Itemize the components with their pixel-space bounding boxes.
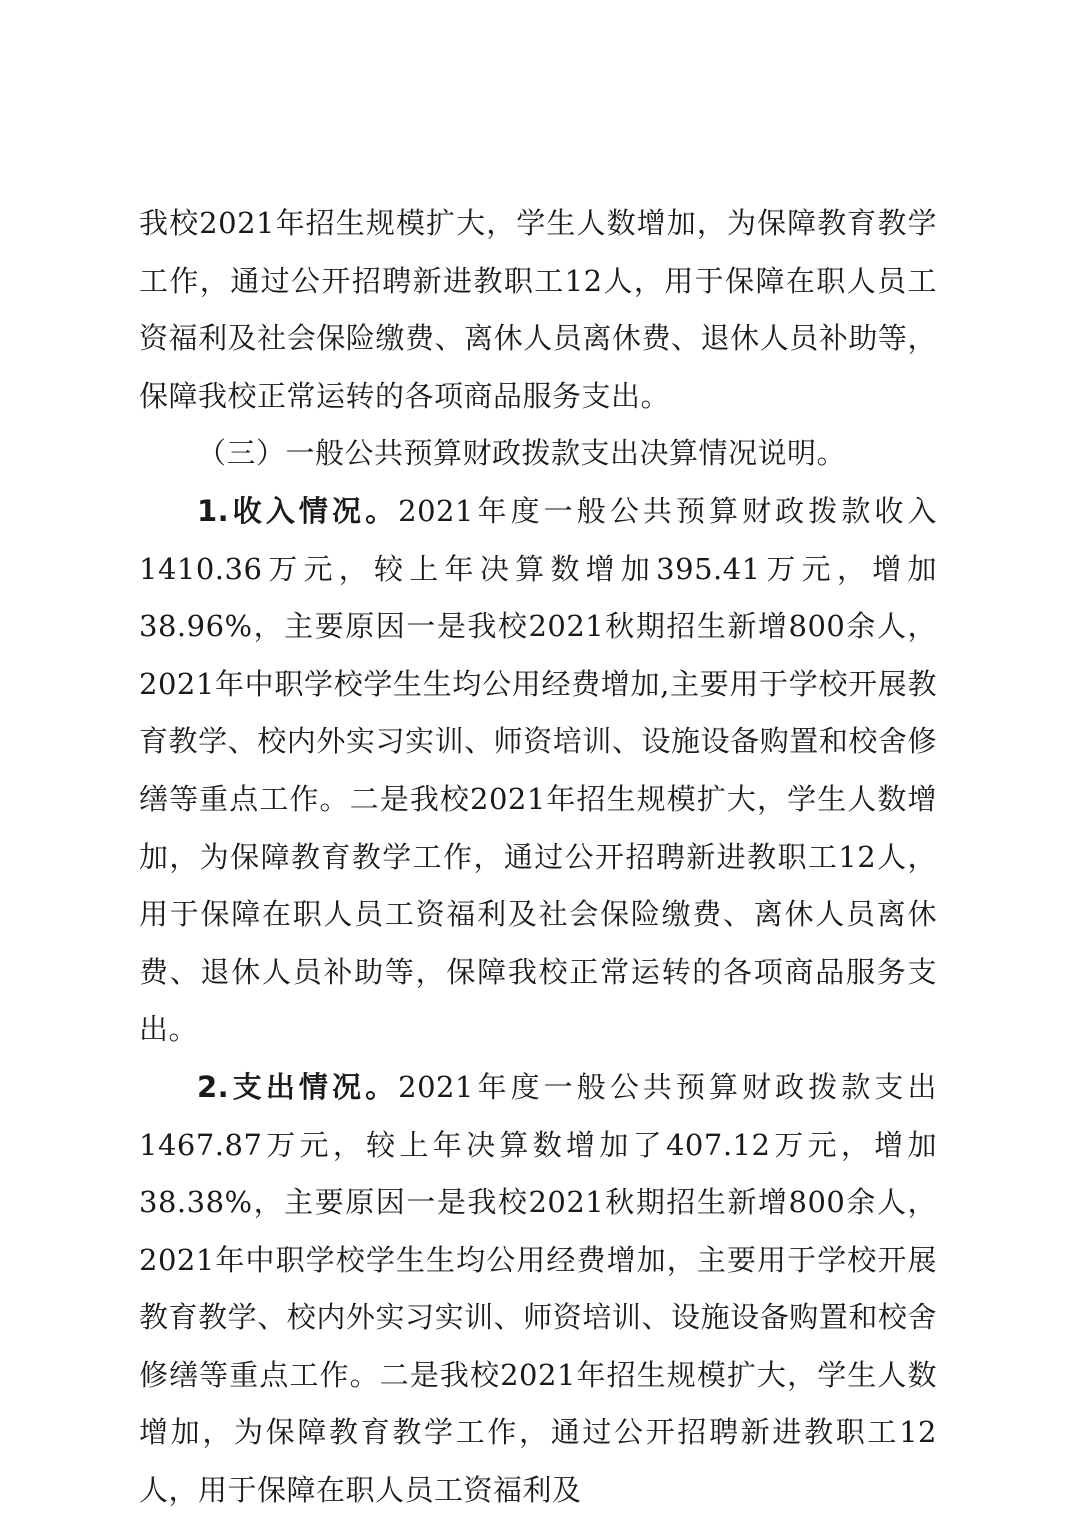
paragraph-expenditure [139, 1059, 937, 1520]
paragraph-continuation: 我校2021年招生规模扩大，学生人数增加，为保障教育教学工作，通过公开招聘新进教职工12人，用于保障在职人员工资福利及社会保险缴费、离休人员离休费、退休人员补助等，保障我校正常运转的各项商品服务支出。 [139, 206, 937, 413]
income-heading: 1.收入情况。 [197, 493, 399, 528]
section-heading-3: （三）一般公共预算财政拨款支出决算情况说明。 [197, 436, 847, 471]
expenditure-body: 2021年度一般公共预算财政拨款支出1467.87万元，较上年决算数增加了407.12万元，增加38.38%，主要原因一是我校2021秋期招生新增800余人，2021年中职学校学生生均公用经费增加，主要用于学校开展教育教学、校内外实习实训、师资培训、设施设备购置和校舍修缮等重点工作。二是我校2021年招生规模扩大，学生人数增加，为保障教育教学工作，通过公开招聘新进教职工12人，用于保障在职人员工资福利及 [139, 1069, 937, 1508]
paragraph-income [139, 483, 937, 1059]
document-body [139, 195, 937, 1520]
income-body: 2021年度一般公共预算财政拨款收入1410.36万元，较上年决算数增加395.41万元，增加38.96%，主要原因一是我校2021秋期招生新增800余人，2021年中职学校学生生均公用经费增加,主要用于学校开展教育教学、校内外实习实训、师资培训、设施设备购置和校舍修缮等重点工作。二是我校2021年招生规模扩大，学生人数增加，为保障教育教学工作，通过公开招聘新进教职工12人，用于保障在职人员工资福利及社会保险缴费、离休人员离休费、退休人员补助等，保障我校正常运转的各项商品服务支出。 [139, 493, 937, 1047]
expenditure-heading: 2.支出情况。 [197, 1069, 399, 1104]
